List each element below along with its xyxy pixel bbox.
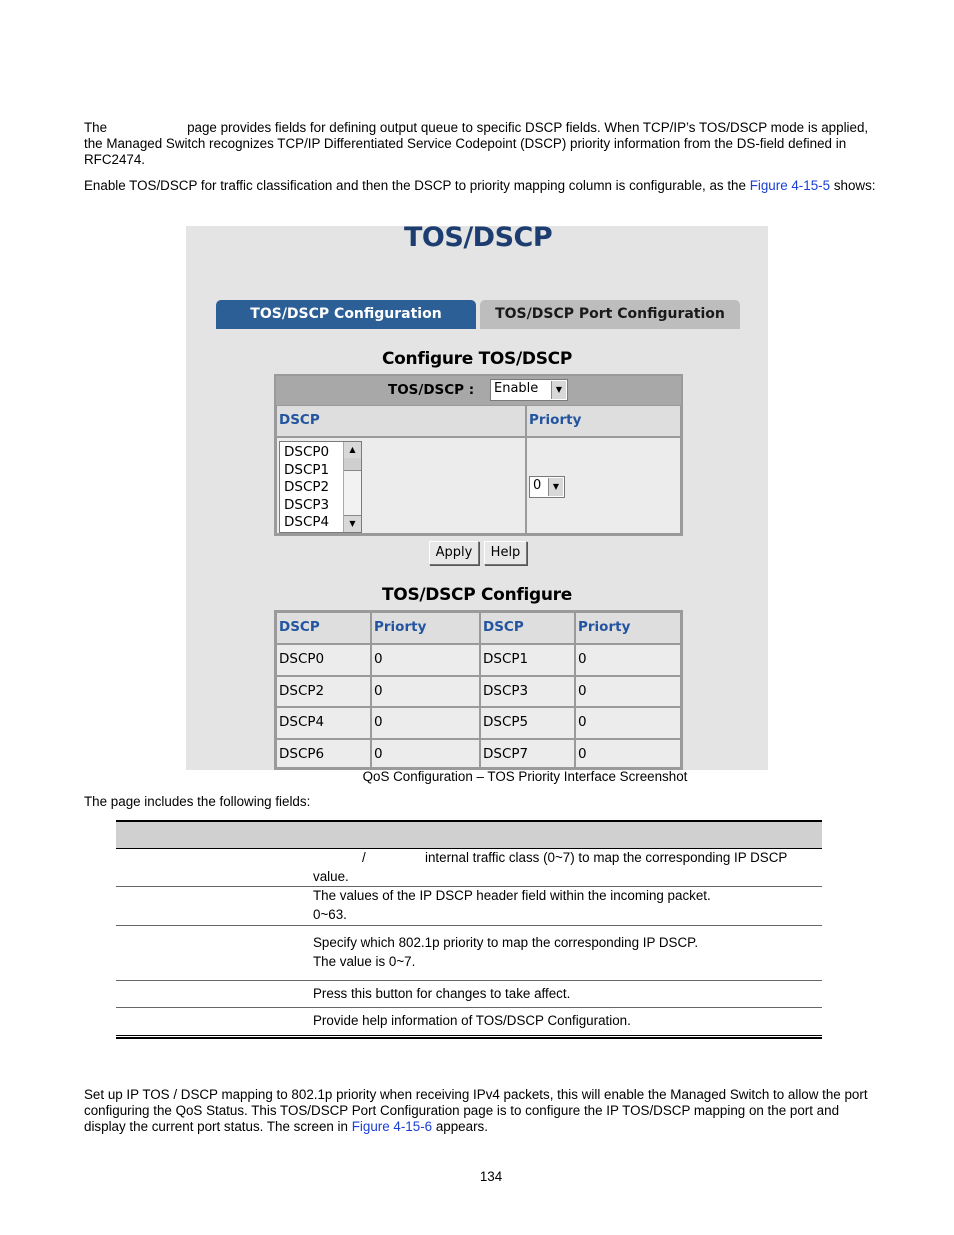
row-divider xyxy=(116,925,822,926)
fields-intro: The page includes the following fields: xyxy=(84,794,311,809)
row-divider xyxy=(116,886,822,887)
mode-label: TOS/DSCP : xyxy=(388,382,475,398)
table-cell: 0 xyxy=(371,739,480,769)
mode-row xyxy=(276,376,681,405)
row1-text-b: value. xyxy=(313,869,349,884)
fields-table-header xyxy=(116,822,822,848)
table-cell: DSCP6 xyxy=(276,739,371,769)
tos-dscp-screenshot xyxy=(186,222,768,770)
table-cell: DSCP3 xyxy=(480,676,575,708)
row1-text-a: internal traffic class (0~7) to map the corresponding IP DSCP xyxy=(425,850,788,865)
dscp-listbox[interactable] xyxy=(279,441,362,533)
table-title: TOS/DSCP Configure xyxy=(382,585,572,605)
chevron-down-icon: ▼ xyxy=(551,381,566,399)
row3-text-b: The value is 0~7. xyxy=(313,954,416,969)
table-header-priority-1: Priorty xyxy=(371,612,480,644)
intro-p2-end: shows: xyxy=(833,178,876,193)
apply-button[interactable]: Apply xyxy=(429,541,479,565)
table-cell: DSCP5 xyxy=(480,707,575,739)
mode-select-value: Enable xyxy=(494,381,539,396)
dscp-list-cell xyxy=(276,437,526,534)
dscp-list-scrollbar[interactable] xyxy=(343,442,361,532)
intro-p1-rest: page provides fields for defining output queue to specific DSCP fields. When TCP/IP’s TOS/DSCP mode is applied, the Managed Switch recognizes TCP/IP Differentiated Service Codepoint (DSCP) priority information from the DS-field defined in RFC2474. xyxy=(84,120,869,167)
scroll-down-icon[interactable]: ▼ xyxy=(344,515,361,532)
col-header-dscp: DSCP xyxy=(276,405,526,437)
table-header-rule xyxy=(116,848,822,849)
table-header-dscp-2: DSCP xyxy=(480,612,575,644)
table-cell: 0 xyxy=(371,676,480,708)
scroll-up-icon[interactable]: ▲ xyxy=(344,442,361,459)
figure-caption: QoS Configuration – TOS Priority Interface Screenshot xyxy=(362,769,688,784)
priority-cell xyxy=(526,437,681,534)
table-cell: 0 xyxy=(575,707,681,739)
table-cell: DSCP0 xyxy=(276,644,371,676)
configure-title: Configure TOS/DSCP xyxy=(382,349,572,369)
tab-tos-dscp-port-configuration[interactable]: TOS/DSCP Port Configuration xyxy=(480,300,740,329)
list-item[interactable]: DSCP2 xyxy=(284,479,330,496)
list-item[interactable]: DSCP3 xyxy=(284,496,330,513)
table-cell: DSCP2 xyxy=(276,676,371,708)
table-header-priority-2: Priorty xyxy=(575,612,681,644)
row3-text-a: Specify which 802.1p priority to map the corresponding IP DSCP. xyxy=(313,935,699,950)
mapping-table xyxy=(274,610,683,770)
table-bottom-rule xyxy=(116,1035,822,1036)
table-cell: 0 xyxy=(575,644,681,676)
intro-paragraph-1 xyxy=(84,120,884,168)
tab-tos-dscp-configuration[interactable]: TOS/DSCP Configuration xyxy=(216,300,476,329)
table-cell: DSCP4 xyxy=(276,707,371,739)
dscp-list-items xyxy=(284,444,329,532)
chevron-down-icon: ▼ xyxy=(548,478,563,496)
figure-link-4-15-6[interactable]: Figure 4-15-6 xyxy=(351,1119,433,1134)
table-cell: 0 xyxy=(371,644,480,676)
row2-text-a: The values of the IP DSCP header field within the incoming packet. xyxy=(313,888,711,903)
outro-paragraph xyxy=(84,1087,874,1135)
mode-select[interactable] xyxy=(490,379,568,401)
intro-p1-start: The xyxy=(84,120,108,135)
priority-select-value: 0 xyxy=(533,478,542,493)
list-item[interactable]: DSCP0 xyxy=(284,444,330,460)
row2-text-b: 0~63. xyxy=(313,907,347,922)
table-cell: 0 xyxy=(371,707,480,739)
list-item[interactable]: DSCP4 xyxy=(284,514,330,531)
list-item[interactable]: DSCP1 xyxy=(284,461,330,478)
page-number: 134 xyxy=(479,1169,503,1184)
table-bottom-rule-2 xyxy=(116,1037,822,1039)
scroll-thumb[interactable] xyxy=(344,458,361,471)
priority-select[interactable] xyxy=(529,476,565,498)
intro-paragraph-2 xyxy=(84,178,884,194)
figure-link-4-15-5[interactable]: Figure 4-15-5 xyxy=(749,178,831,193)
row5-text: Provide help information of TOS/DSCP Configuration. xyxy=(313,1013,631,1028)
row4-text: Press this button for changes to take affect. xyxy=(313,986,571,1001)
row1-slash: / xyxy=(362,850,366,865)
col-header-priority: Priorty xyxy=(526,405,681,437)
table-cell: 0 xyxy=(575,676,681,708)
table-cell: 0 xyxy=(575,739,681,769)
outro-text: Set up IP TOS / DSCP mapping to 802.1p priority when receiving IPv4 packets, this will enable the Managed Switch to allow the port configuring the QoS Status. This TOS/DSCP Port Configuration page is to configure the IP TOS/DSCP mapping on the port and display the current port status. The screen in xyxy=(84,1087,868,1134)
outro-end: appears. xyxy=(435,1119,488,1134)
intro-p2-start: Enable TOS/DSCP for traffic classification and then the DSCP to priority mapping column is configurable, as the xyxy=(84,178,746,193)
help-button[interactable]: Help xyxy=(484,541,527,565)
table-cell: DSCP7 xyxy=(480,739,575,769)
configure-box xyxy=(274,374,683,536)
row-divider xyxy=(116,1007,822,1008)
row-divider xyxy=(116,980,822,981)
screenshot-title: TOS/DSCP xyxy=(404,222,553,253)
table-header-dscp-1: DSCP xyxy=(276,612,371,644)
table-cell: DSCP1 xyxy=(480,644,575,676)
